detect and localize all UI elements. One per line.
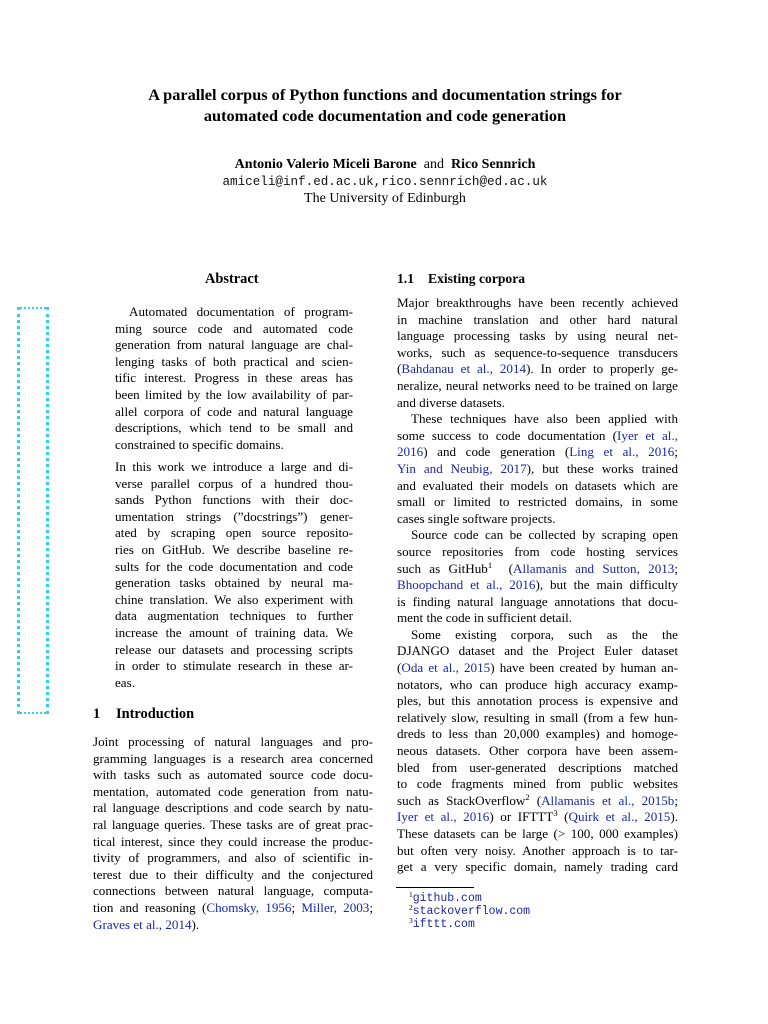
text-line: descriptions, which tend to be small and xyxy=(115,420,353,436)
text-line: to code fragments mined from public websites xyxy=(397,776,678,792)
text-line: language processing tasks by using neural net- xyxy=(397,328,678,344)
footnote-number: 3 xyxy=(409,916,413,925)
citation-link[interactable]: Miller, 2003 xyxy=(301,899,370,915)
text-line: release our datasets and processing scripts xyxy=(115,641,353,657)
text-line: 2016) and code generation (Ling et al., 2016; xyxy=(397,444,678,460)
footnote xyxy=(409,892,482,905)
text-line: ral language descriptions and code search by natu- xyxy=(93,800,373,816)
text-line: source repositories from code hosting services xyxy=(397,543,678,559)
text-line: In this work we introduce a large and di- xyxy=(115,459,353,474)
text-line: ated by scraping open source reposito- xyxy=(115,525,353,541)
text-line: ples, but this annotation process is expensive and xyxy=(397,693,678,709)
section-number: 1.1 xyxy=(397,271,414,286)
text-line: tivity of programmers, and also of scientific in- xyxy=(93,850,373,866)
text-line xyxy=(93,900,373,917)
text-span: ) have been created by human an- xyxy=(490,660,678,676)
text-line: DJANGO dataset and the Project Euler dataset xyxy=(397,643,678,659)
text-line: neous datasets. Other corpora have been assem- xyxy=(397,743,678,759)
footnote-rule xyxy=(396,887,474,888)
text-span: ). xyxy=(191,916,200,932)
text-line: ries on GitHub. We describe baseline re- xyxy=(115,541,353,557)
affiliation: The University of Edinburgh xyxy=(304,191,466,206)
text-span: ) or IFTTT xyxy=(489,809,554,825)
text-line: dreds to less than 20,000 examples) and homoge- xyxy=(397,726,678,742)
text-span: ). In order to properly ge- xyxy=(526,361,679,377)
authors xyxy=(90,156,680,173)
text-span: ; xyxy=(291,899,302,915)
citation-link[interactable]: Ling et al., 2016 xyxy=(569,444,675,460)
footnote-number: 2 xyxy=(409,903,413,912)
text-line: allel corpora of code and natural language xyxy=(115,403,353,419)
citation-link[interactable]: 2016 xyxy=(397,444,424,460)
text-line: eas. xyxy=(115,674,135,690)
text-line xyxy=(397,577,678,594)
text-line: Some existing corpora, such as the the xyxy=(411,626,678,642)
section-number: 1 xyxy=(93,706,101,722)
text-line xyxy=(397,461,678,478)
text-line: and evaluated their models on datasets which are xyxy=(397,477,678,493)
footnote-number: 1 xyxy=(409,890,413,899)
text-span: ) and code generation ( xyxy=(423,444,570,460)
text-line: generation from natural language are chal- xyxy=(115,337,353,353)
text-line: Iyer et al., 2016) or IFTTT$^3$ (Quirk et al., 2015). xyxy=(397,808,678,825)
section-title: Introduction xyxy=(116,706,195,722)
text-line: such as StackOverflow$^2$ (Allamanis et al., 2015b; xyxy=(397,791,678,808)
text-line: in order to stimulate research in these ar- xyxy=(115,658,353,674)
title-line: automated code documentation and code generation xyxy=(203,106,567,125)
text-line: gramming languages is a research area concerned xyxy=(93,750,373,766)
text-line: data augmentation techniques to further xyxy=(115,608,353,624)
text-span: ), but the main difficulty xyxy=(535,577,679,593)
citation-link[interactable]: Oda et al., 2015 xyxy=(401,660,491,676)
text-line: mentation, automated code generation from natu- xyxy=(93,783,373,799)
citation-link[interactable]: Allamanis et al., 2015b xyxy=(541,792,675,808)
text-line: umentation strings (”docstrings”) gener- xyxy=(115,508,353,524)
text-line: with tasks such as automated source code docu- xyxy=(93,767,373,783)
citation-link[interactable]: Iyer et al., xyxy=(617,427,678,443)
text-line: is finding natural language annotations that docu- xyxy=(397,593,678,609)
text-line: constrained to specific domains. xyxy=(115,436,284,452)
text-line xyxy=(397,428,678,445)
abstract-heading: Abstract xyxy=(205,271,259,287)
text-span: such as StackOverflow xyxy=(397,792,526,808)
citation-link[interactable]: Allamanis and Sutton, 2013 xyxy=(513,560,675,576)
text-line: been limited by the low availability of par- xyxy=(115,386,353,402)
text-line: These techniques have also been applied with xyxy=(411,411,678,427)
footnote-link[interactable]: stackoverflow.com xyxy=(412,905,531,918)
text-line: sults for the code documentation and code xyxy=(115,558,353,574)
paper-title xyxy=(90,84,680,126)
existing-corpora-body xyxy=(397,295,678,876)
author-separator: and xyxy=(423,157,444,172)
footnote-mark[interactable]: 1 xyxy=(487,559,493,570)
text-span: ; xyxy=(369,899,373,915)
footnote-mark[interactable]: 2 xyxy=(525,791,530,802)
text-line: small or limited to restricted domains, in some xyxy=(397,494,678,510)
margin-marker xyxy=(17,307,49,714)
text-line: works, such as sequence-to-sequence transducers xyxy=(397,344,678,360)
text-line: increase the amount of training data. We xyxy=(115,624,353,640)
text-line: terest due to their difficulty and the conjectured xyxy=(93,866,373,882)
citation-link[interactable]: Iyer et al., 2016 xyxy=(397,809,490,825)
text-line: Source code can be collected by scraping open xyxy=(411,527,678,543)
text-line: (Oda et al., 2015) have been created by human an- xyxy=(397,660,678,676)
introduction-paragraph xyxy=(93,734,373,933)
text-line: neralize, neural networks need to be trained on large xyxy=(397,377,678,393)
footnote-link[interactable]: ifttt.com xyxy=(412,918,475,931)
text-line: Automated documentation of program- xyxy=(129,304,353,319)
text-line: bled from user-generated descriptions matched xyxy=(397,759,678,775)
text-line: but often very noisy. Another approach is to tar- xyxy=(397,842,678,858)
text-line: in machine translation and other hard natural xyxy=(397,311,678,327)
text-span: some success to code documentation ( xyxy=(397,427,618,443)
text-line: such as GitHub$^1$ (Allamanis and Sutton, 2013; xyxy=(397,559,678,576)
author-name: Rico Sennrich xyxy=(450,157,536,172)
text-line: tical interest, since they could increase the produc- xyxy=(93,833,373,849)
math-value: > 100, 000 xyxy=(557,826,619,841)
citation-link[interactable]: Yin and Neubig, 2017 xyxy=(397,460,527,476)
text-span: such as GitHub xyxy=(397,560,488,576)
text-line: ment the code in sufficient detail. xyxy=(397,610,573,626)
text-line: notators, who can produce high accuracy examp- xyxy=(397,676,678,692)
subsection-heading-existing-corpora xyxy=(397,271,525,287)
citation-link[interactable]: Bahdanau et al., 2014 xyxy=(401,361,527,377)
citation-link[interactable]: Bhoopchand et al., 2016 xyxy=(397,577,536,593)
text-line: Major breakthroughs have been recently achieved xyxy=(397,295,678,310)
abstract-paragraph xyxy=(115,304,353,453)
footnote-link[interactable]: github.com xyxy=(412,892,482,905)
text-line: get a very specific domain, namely trading card xyxy=(397,859,678,875)
text-line xyxy=(93,917,373,934)
footnote xyxy=(409,918,475,931)
text-line: lenging tasks of both practical and scien- xyxy=(115,353,353,369)
text-line: ral language queries. These tasks are of great prac- xyxy=(93,816,373,832)
author-name: Antonio Valerio Miceli Barone xyxy=(234,157,417,172)
text-line xyxy=(397,826,678,843)
footnote xyxy=(409,905,530,918)
text-line: cases single software projects. xyxy=(397,510,556,526)
text-line: (Bahdanau et al., 2014). In order to properly ge- xyxy=(397,361,679,377)
section-heading-introduction xyxy=(93,706,194,723)
citation-link[interactable]: Chomsky, 1956 xyxy=(206,899,292,915)
text-line: ming source code and automated code xyxy=(115,320,353,336)
section-title: Existing corpora xyxy=(428,271,526,286)
citation-link[interactable]: Quirk et al., 2015 xyxy=(568,809,671,825)
author-emails: amiceli@inf.ed.ac.uk,rico.sennrich@ed.ac.uk xyxy=(222,175,548,189)
citation-link[interactable]: Graves et al., 2014 xyxy=(93,916,192,932)
text-line: tific interest. Progress in these areas has xyxy=(115,370,353,386)
text-line: verse parallel corpus of a hundred thou- xyxy=(115,475,353,491)
text-line: connections between natural language, computa- xyxy=(93,883,373,899)
text-span: examples) xyxy=(618,826,678,841)
text-line: sands Python functions with their doc- xyxy=(115,492,353,508)
text-line: relatively slow, resulting in small (from a few hun- xyxy=(397,709,678,725)
text-line: generation tasks obtained by neural ma- xyxy=(115,575,353,591)
title-line: A parallel corpus of Python functions and documentation strings for xyxy=(148,85,622,104)
text-span: tion and reasoning ( xyxy=(93,899,207,915)
text-line: and diverse datasets. xyxy=(397,394,505,410)
abstract-paragraph xyxy=(115,459,353,691)
footnote-mark[interactable]: 3 xyxy=(553,808,558,819)
text-line: Joint processing of natural languages and pro- xyxy=(93,734,373,749)
text-span: These datasets can be large ( xyxy=(397,826,558,841)
text-span: ), but these works trained xyxy=(526,460,678,476)
text-line: chine translation. We also experiment with xyxy=(115,591,353,607)
